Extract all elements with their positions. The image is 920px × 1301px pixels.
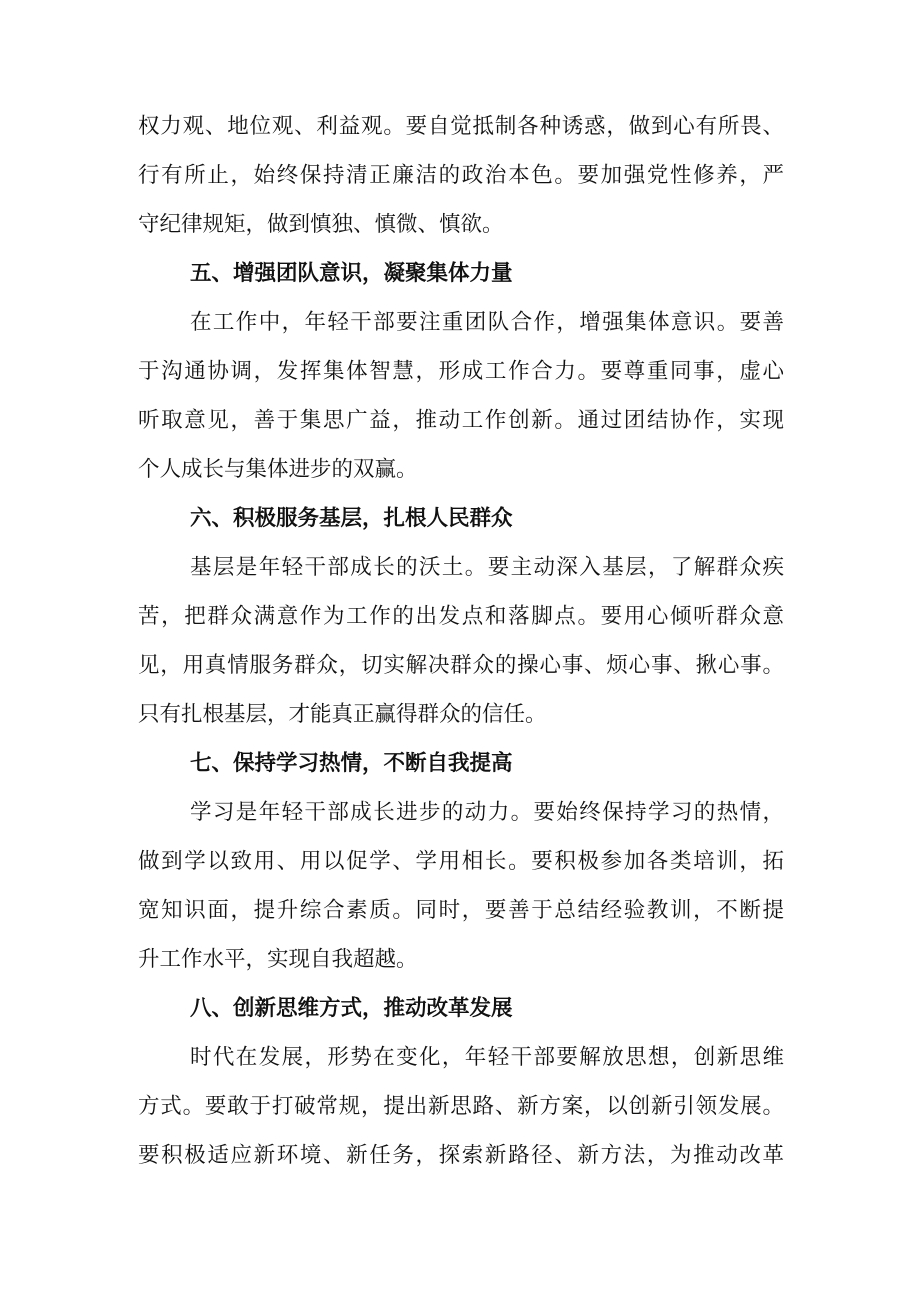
body-text-line: 守纪律规矩，做到慎独、慎微、慎欲。 bbox=[138, 212, 504, 237]
body-text-line: 苦，把群众满意作为工作的出发点和落脚点。要用心倾听群众意 bbox=[138, 604, 784, 629]
body-text-line: 见，用真情服务群众，切实解决群众的操心事、烦心事、揪心事。 bbox=[138, 653, 784, 678]
body-text-line: 个人成长与集体进步的双赢。 bbox=[138, 457, 418, 482]
body-text-line: 要积极适应新环境、新任务，探索新路径、新方法，为推动改革 bbox=[138, 1143, 784, 1168]
section-heading-6: 六、积极服务基层，扎根人民群众 bbox=[190, 506, 513, 531]
body-text-line: 只有扎根基层，才能真正赢得群众的信任。 bbox=[138, 702, 547, 727]
body-text-line: 时代在发展，形势在变化，年轻干部要解放思想，创新思维 bbox=[190, 1045, 784, 1070]
body-text-line: 行有所止，始终保持清正廉洁的政治本色。要加强党性修养，严 bbox=[138, 163, 784, 188]
body-text-line: 升工作水平，实现自我超越。 bbox=[138, 947, 418, 972]
section-heading-8: 八、创新思维方式，推动改革发展 bbox=[190, 996, 513, 1021]
body-text-line: 做到学以致用、用以促学、学用相长。要积极参加各类培训，拓 bbox=[138, 849, 784, 874]
body-text-line: 权力观、地位观、利益观。要自觉抵制各种诱惑，做到心有所畏、 bbox=[138, 114, 784, 139]
body-text-line: 宽知识面，提升综合素质。同时，要善于总结经验教训，不断提 bbox=[138, 898, 784, 923]
section-heading-7: 七、保持学习热情，不断自我提高 bbox=[190, 751, 513, 776]
body-text-line: 基层是年轻干部成长的沃土。要主动深入基层，了解群众疾 bbox=[190, 555, 784, 580]
body-text-line: 听取意见，善于集思广益，推动工作创新。通过团结协作，实现 bbox=[138, 408, 784, 433]
body-text-line: 方式。要敢于打破常规，提出新思路、新方案，以创新引领发展。 bbox=[138, 1094, 784, 1119]
section-heading-5: 五、增强团队意识，凝聚集体力量 bbox=[190, 261, 513, 286]
body-text-line: 在工作中，年轻干部要注重团队合作，增强集体意识。要善 bbox=[190, 310, 784, 335]
body-text-line: 于沟通协调，发挥集体智慧，形成工作合力。要尊重同事，虚心 bbox=[138, 359, 784, 384]
body-text-line: 学习是年轻干部成长进步的动力。要始终保持学习的热情， bbox=[190, 800, 784, 825]
